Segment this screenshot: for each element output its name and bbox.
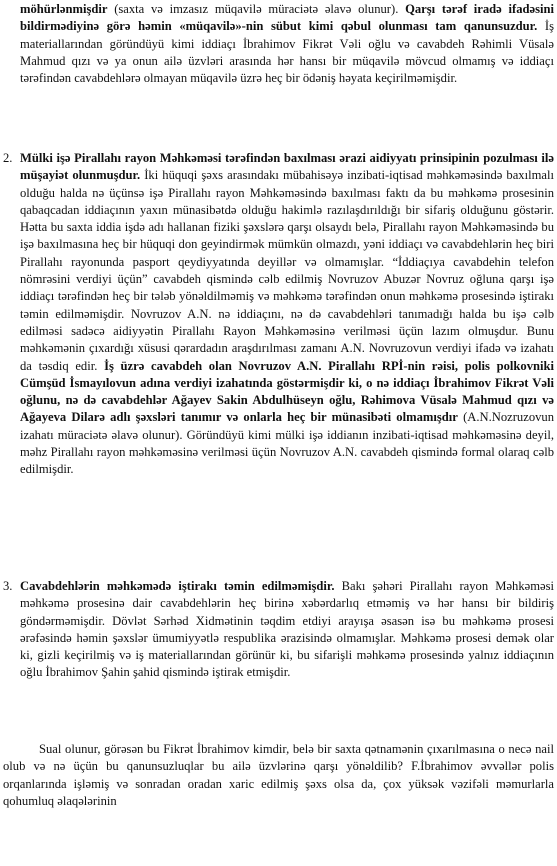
list-number: 2. xyxy=(3,151,13,165)
text-segment: Bakı şəhəri Pirallahı rayon Məhkəməsi məhkəmə prosesinə dair cavabdehlərin heç birinə xəbərdarlıq etməmiş və hər hansı bir bildiriş göndərməmişdir. Dövlət Sərhəd Xidmətinin təqdim etdiyi arayışa əsasən isə bu məhkəmə prosesi ərəfəsində həmin şəxslər ümumiyyətlə respublika ərazisində olmamışlar. Məhkəmə prosesi demək olar ki, gizli keçirilmiş və iş materiallarından görünür ki, bu sifarişli məhkəmə prosesində yalnız iddiaçının oğlu İbrahimov Şahin şahid qismində iştirak etmişdir. xyxy=(20,579,555,680)
list-number: 3. xyxy=(3,579,13,593)
text-segment: İki hüquqi şəxs arasındakı mübahisəyə inzibati-iqtisad məhkəməsində baxılmalı olduğu halda nə üçünsə işə Pirallahı rayon Məhkəməsində baxılması faktı da bu məhkəmə prosesinin qabaqcadan iddiaçının yaxın münasibətdə olduğu hakimlə razılaşdırıldığı bir sifariş olduğunu göstərir. Hətta bu saxta iddia işdə adı hallanan fiziki şəxslərə qarşı olsaydı belə, Pirallahı rayon Məhkəməsində bu işə baxılmasına heç bir hüquqi don geyindirmək mümkün olmazdı, yəni iddiaçı və cavabdehlərin heç biri Pirallahı rayonunda pasport qeydiyyatında deyillər və olmamışlar. “İddiaçıya cavabdehin telefon nömrəsini verdiyi üçün” cavabdeh qismində cəlb edilmiş Novruzov Abuzər Novruz oğluna qarşı işə iddiaçı tərəfindən heç bir tələb yönəldilməmiş və məhkəmə tərəfindən onun məhkəmə prosesində iştirakı təmin edilməmişdir. Novruzov A.N. nə iddiaçını, nə də cavabdehləri tanımadığı halda bu işə cəlb edilməsi sadəcə aidiyyətin Pirallahı Rayon Məhkəməsinə verilməsi üçün lazım olmuşdur. Bunu məhkəmənin çıxardığı xüsusi qərardadın araşdırılması zamanı A.N. Novruzovun verdiyi ifadə və izahatı da təsdiq edir. xyxy=(20,168,554,373)
list-item-text xyxy=(20,578,554,682)
list-item-2 xyxy=(3,150,554,479)
closing-paragraph: Sual olunur, görəsən bu Fikrət İbrahimov kimdir, belə bir saxta qətnamənin çıxarılmasına o necə nail olub və nə üçün bu qanunsuzluqlar bu ailə üzvlərinə qarşı yönəldilib? F.İbrahimov əvvəllər polis orqanlarında işləmiş və sonradan oradan xaric edilmiş şəxs olsa da, çox yüksək vəzifəli məmurlarla qohumluq əlaqələrinin xyxy=(3,742,554,808)
bold-text-segment: İş üzrə cavabdeh olan Novruzov A.N. Pirallahı RPİ-nin rəisi, polis polkovniki Cümşüd İsmayılovun adına verdiyi izahatında göstərmişdir ki, o nə iddiaçı İbrahimov Fikrət Vəli oğlunu, nə də cavabdehlər Ağayev Sakin Abdulhüseyn oğlu, Rəhimova Vüsalə Mahmud qızı və Ağayeva Dilarə adlı şəxsləri tanımır və onlarla heç bir münasibəti olmamışdır xyxy=(20,358,555,425)
text-segment: İş materiallarından göründüyü kimi iddiaçı İbrahimov Fikrət Vəli oğlu və cavabdeh Rəhimli Vüsalə Mahmud qızı və ya onun ailə üzvləri arasında hər hansı bir müqavilə mövcud olmamış və iddiaçı tərəfindən cavabdehlərə olmayan müqavilə üzrə heç bir ödəniş həyata keçirilməmişdir. xyxy=(20,19,555,86)
list-item-3 xyxy=(3,578,554,682)
text-segment: (saxta və imzasız müqavilə müraciətə əlavə olunur). xyxy=(107,2,406,16)
bold-text-segment: möhürlənmişdir xyxy=(20,2,108,16)
intro-paragraph xyxy=(20,1,554,87)
bold-text-segment: Qarşı tərəf iradə ifadəsini bildirmədiyinə görə həmin «müqavilə»-nin sübut kimi qəbul olunması tam qanunsuzdur. xyxy=(20,2,554,34)
bold-text-segment: Cavabdehlərin məhkəmədə iştirakı təmin edilməmişdir. xyxy=(20,579,335,593)
bold-text-segment: Mülki işə Pirallahı rayon Məhkəməsi tərəfindən baxılması ərazi aidiyyatı prinsipinin pozulması ilə müşayiət olunmuşdur. xyxy=(20,151,554,183)
text-segment: (A.N.Nozruzovun izahatı müraciətə əlavə olunur). Göründüyü kimi mülki işə iddianın inzibati-iqtisad məhkəməsinə deyil, məhz Pirallahı rayon məhkəməsinə verilməsi üçün Novruzov A.N. cavabdeh qismində formal olaraq cəlb edilmişdir. xyxy=(20,410,555,477)
list-item-text xyxy=(20,150,554,479)
